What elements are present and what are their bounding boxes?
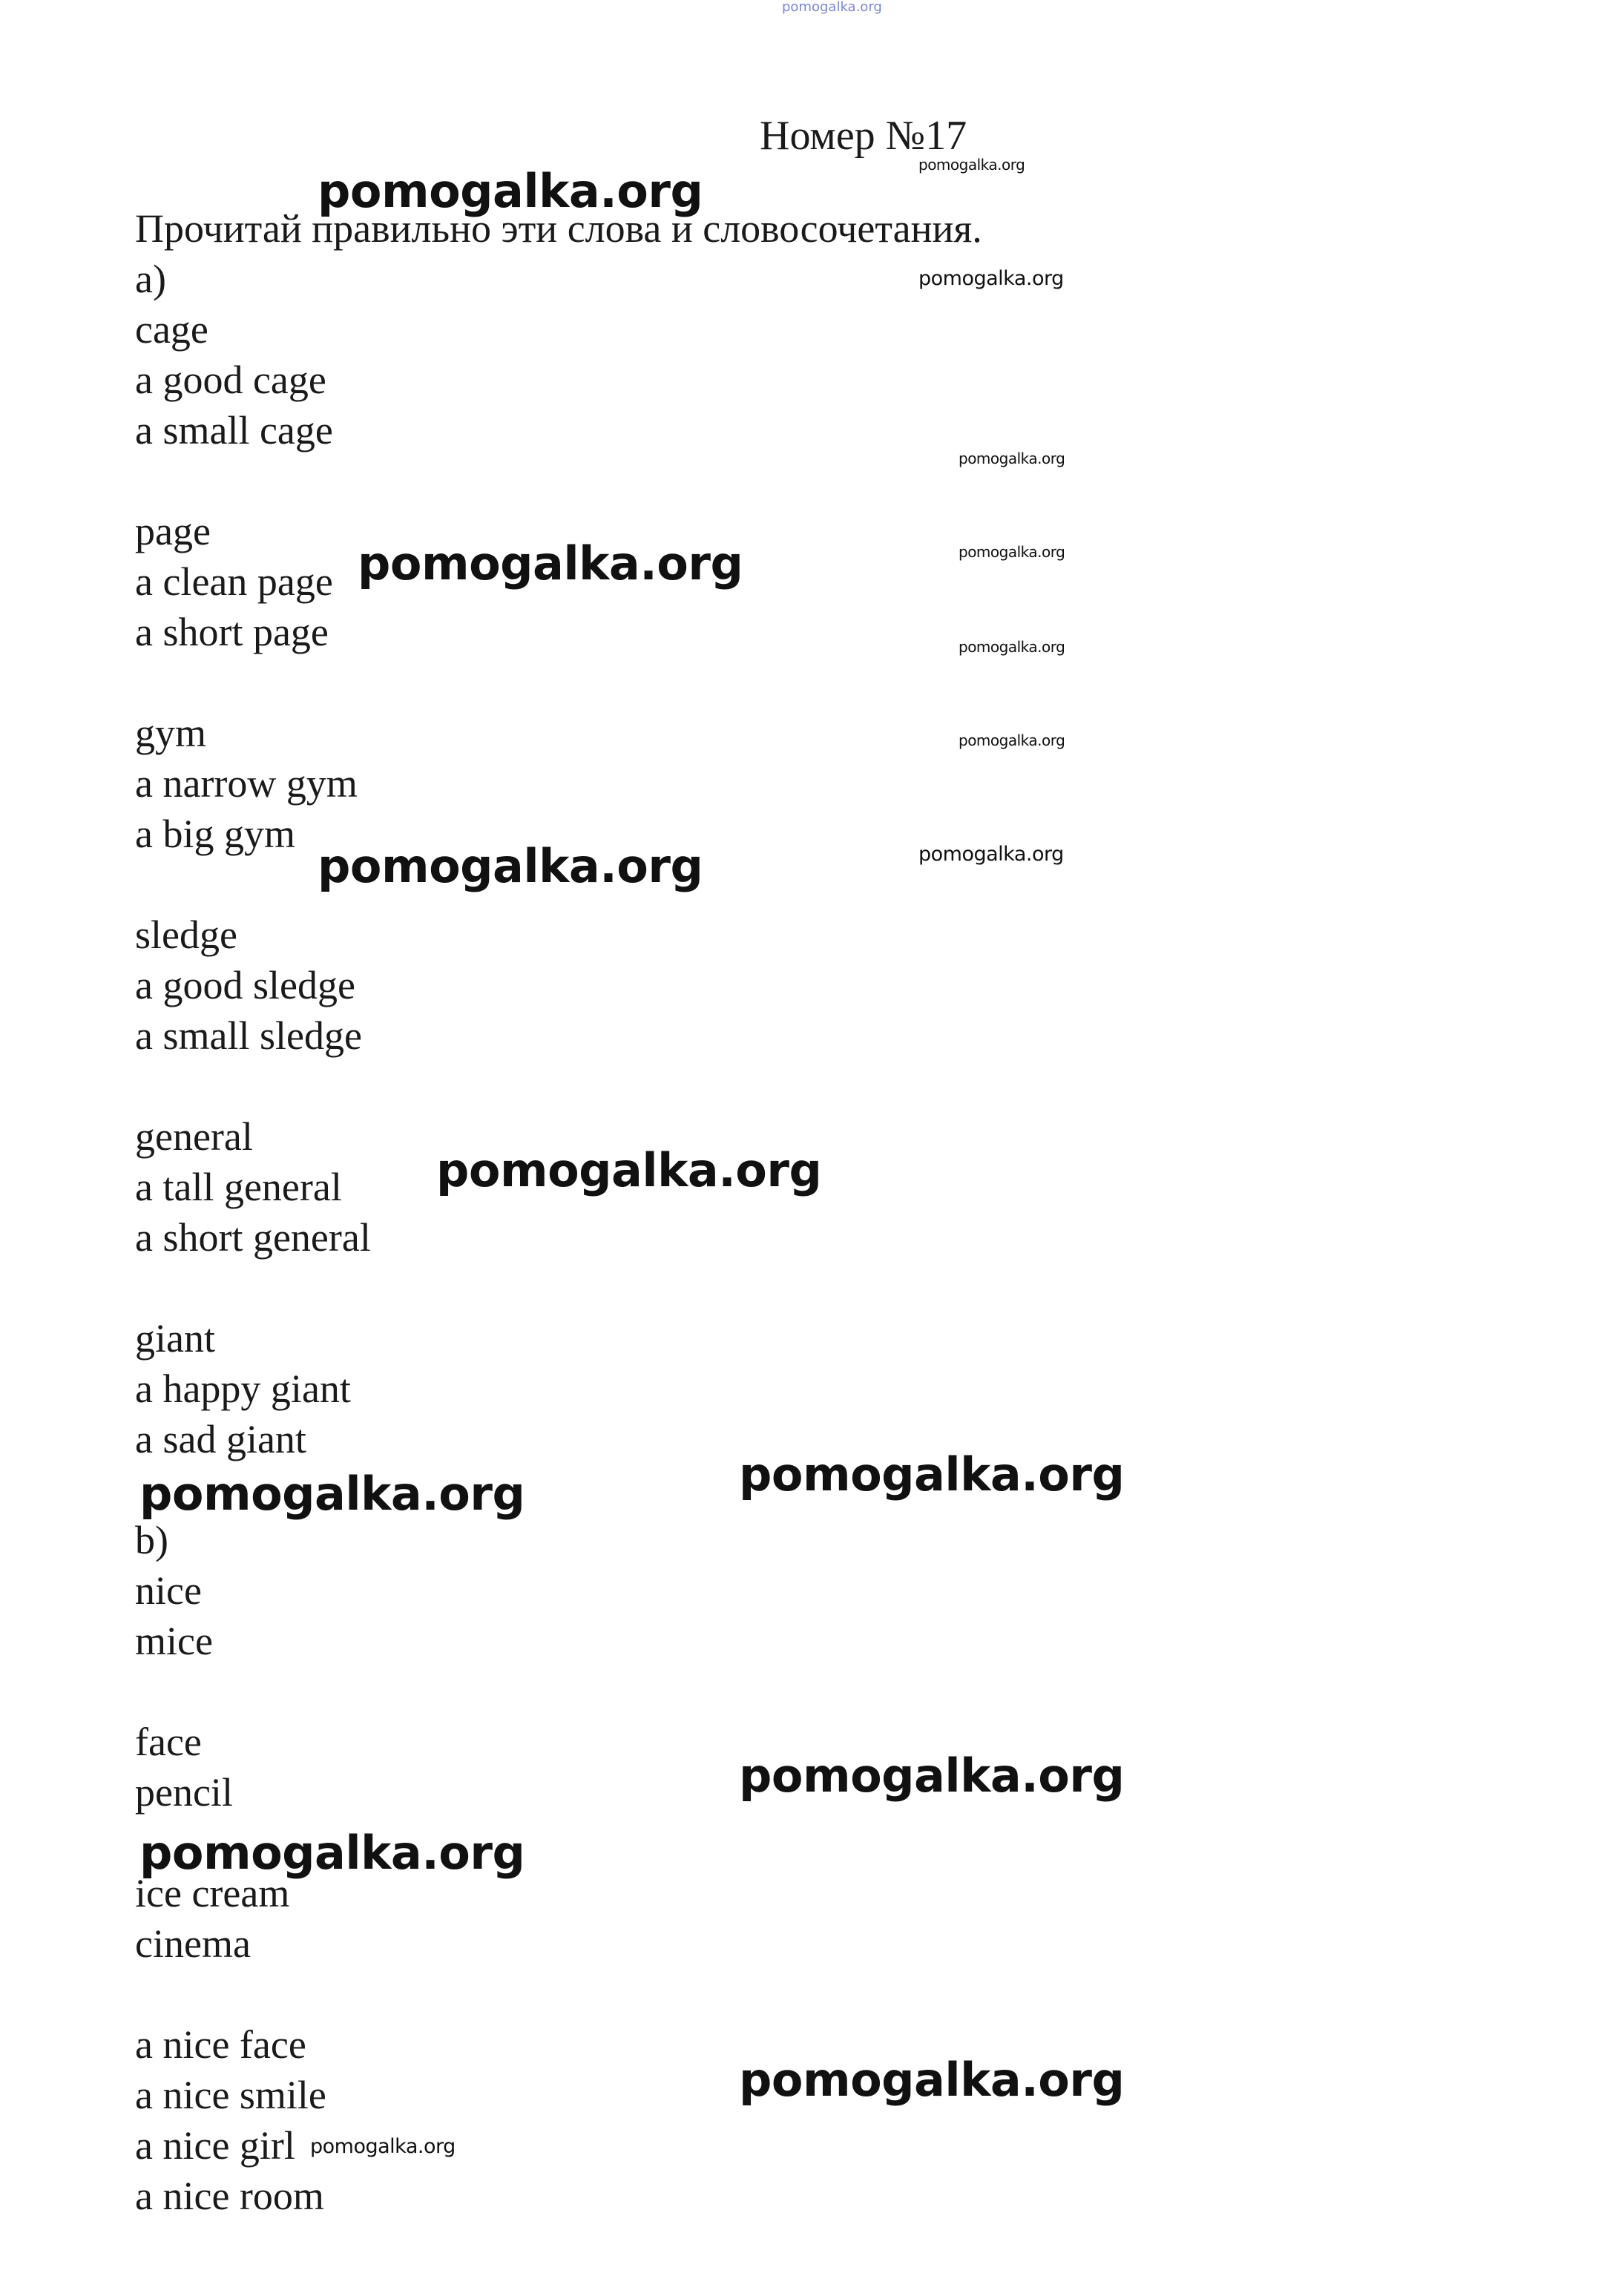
watermark: pomogalka.org (918, 843, 1064, 866)
watermark: pomogalka.org (310, 2135, 456, 2158)
watermark: pomogalka.org (318, 164, 703, 218)
watermark: pomogalka.org (139, 1826, 525, 1880)
word-line: ice cream (135, 1871, 290, 1915)
word-line: pencil (135, 1770, 233, 1815)
word-line: a sad giant (135, 1417, 306, 1461)
word-line: a nice girl (135, 2123, 295, 2168)
word-line: a tall general (135, 1165, 342, 1209)
watermark: pomogalka.org (739, 2053, 1125, 2107)
word-line: face (135, 1720, 202, 1764)
word-line: a small cage (135, 408, 333, 453)
word-line: a good cage (135, 358, 326, 402)
word-line: cinema (135, 1921, 251, 1966)
watermark: pomogalka.org (959, 543, 1065, 561)
watermark: pomogalka.org (739, 1749, 1125, 1803)
word-line: a short page (135, 610, 329, 654)
word-line: a narrow gym (135, 761, 358, 806)
watermark: pomogalka.org (959, 731, 1065, 749)
word-line: giant (135, 1316, 215, 1361)
page-title: Номер №17 (760, 113, 967, 159)
word-line: a nice smile (135, 2073, 326, 2117)
watermark: pomogalka.org (782, 0, 882, 15)
word-line: a happy giant (135, 1366, 351, 1411)
word-line: gym (135, 711, 207, 755)
word-line: general (135, 1114, 253, 1159)
watermark: pomogalka.org (959, 450, 1065, 467)
word-line: a clean page (135, 559, 333, 604)
word-line: sledge (135, 912, 237, 957)
section-a-label: а) (135, 257, 166, 301)
word-line: a small sledge (135, 1013, 362, 1058)
word-line: a good sledge (135, 963, 355, 1007)
word-line: page (135, 509, 211, 553)
watermark: pomogalka.org (959, 638, 1065, 656)
word-line: nice (135, 1568, 202, 1613)
watermark: pomogalka.org (918, 267, 1064, 290)
word-line: cage (135, 307, 208, 352)
watermark: pomogalka.org (318, 839, 703, 893)
watermark: pomogalka.org (918, 156, 1025, 174)
instruction-text: Прочитай правильно эти слова и словосочетания. (135, 206, 982, 251)
word-line: mice (135, 1619, 213, 1663)
watermark: pomogalka.org (358, 536, 743, 591)
section-b-label: b) (135, 1518, 168, 1562)
word-line: a nice face (135, 2022, 306, 2067)
watermark: pomogalka.org (739, 1447, 1125, 1502)
word-line: a nice room (135, 2174, 324, 2218)
word-line: a big gym (135, 812, 295, 856)
watermark: pomogalka.org (436, 1143, 822, 1197)
word-line: a short general (135, 1215, 371, 1260)
watermark: pomogalka.org (139, 1467, 525, 1521)
